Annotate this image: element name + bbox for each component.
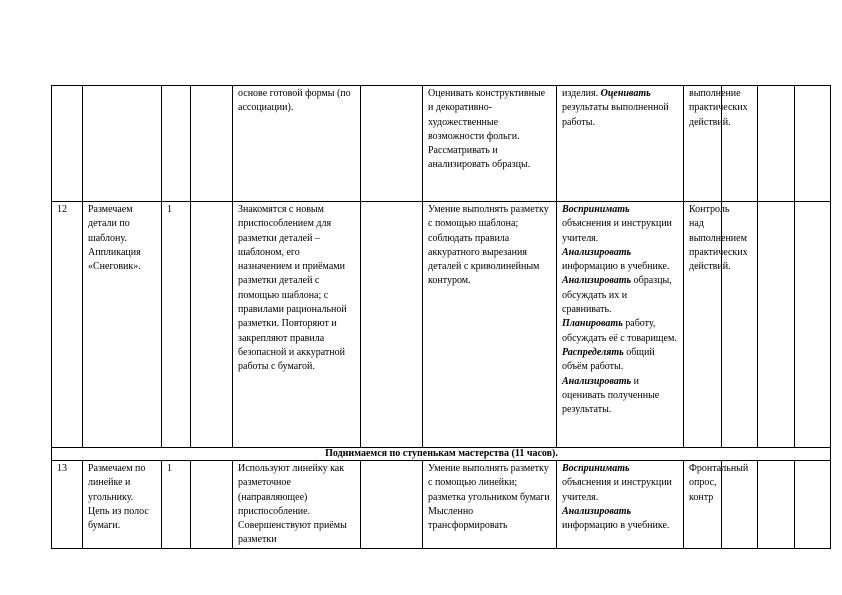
table-row bbox=[52, 86, 831, 202]
uud-line bbox=[562, 246, 679, 275]
cell-empty bbox=[795, 86, 831, 202]
section-row bbox=[52, 448, 831, 461]
cell-skills: Умение выполнять разметку с помощью линейки; разметка угольником бумаги Мысленно трансформировать bbox=[423, 461, 557, 549]
cell-control: Контроль над выполнением практических действий. bbox=[684, 202, 722, 448]
uud-text: объяснения и инструкции учителя. bbox=[562, 477, 672, 503]
uud-text: объяснения и инструкции учителя. bbox=[562, 218, 672, 244]
uud-verb: Анализировать bbox=[562, 246, 632, 258]
uud-text: и оценивать полученные результаты. bbox=[562, 375, 660, 416]
cell-empty bbox=[758, 86, 795, 202]
cell-empty bbox=[361, 461, 423, 549]
uud-line bbox=[562, 375, 679, 418]
cell-num: 13 bbox=[52, 461, 83, 549]
cell-empty bbox=[795, 202, 831, 448]
uud-text: результаты выполненной работы. bbox=[562, 102, 669, 128]
cell-empty bbox=[795, 461, 831, 549]
table-row bbox=[52, 202, 831, 448]
cell-content: основе готовой формы (по ассоциации). bbox=[233, 86, 361, 202]
cell-empty bbox=[758, 202, 795, 448]
cell-skills: Оценивать конструктивные и декоративно-художественные возможности фольги. Рассматривать и анализировать образцы. bbox=[423, 86, 557, 202]
cell-content: Знакомятся с новым приспособлением для разметки деталей – шаблоном, его назначением и приёмами разметки деталей с помощью шаблона; с правилами рациональной разметки. Повторяют и закрепляют правила безопасной и аккуратной работы с бумагой. bbox=[233, 202, 361, 448]
uud-line bbox=[562, 505, 679, 534]
cell-content: Используют линейку как разметочное (направляющее) приспособление. Совершенствуют приёмы разметки bbox=[233, 461, 361, 549]
uud-line bbox=[562, 203, 679, 246]
uud-verb: Воспринимать bbox=[562, 463, 630, 474]
uud-text: работу, обсуждать её с товарищем. bbox=[562, 318, 677, 344]
cell-hours: 1 bbox=[162, 202, 191, 448]
uud-line bbox=[562, 462, 679, 505]
cell-topic: Размечаем по линейке и угольнику. Цепь из полос бумаги. bbox=[83, 461, 162, 549]
cell-num bbox=[52, 86, 83, 202]
cell-uud bbox=[557, 202, 684, 448]
uud-verb: Планировать bbox=[562, 318, 623, 330]
thematic-plan-table bbox=[51, 85, 831, 549]
cell-empty bbox=[191, 86, 233, 202]
uud-text: изделия. bbox=[562, 88, 601, 99]
cell-empty bbox=[361, 86, 423, 202]
cell-empty bbox=[191, 202, 233, 448]
uud-text: общий объём работы. bbox=[562, 346, 655, 373]
cell-topic bbox=[83, 86, 162, 202]
cell-control: Фронтальный опрос, контр bbox=[684, 461, 722, 549]
cell-hours: 1 bbox=[162, 461, 191, 549]
uud-verb: Анализировать bbox=[562, 375, 632, 387]
uud-line bbox=[562, 317, 679, 346]
table-row bbox=[52, 461, 831, 549]
cell-skills: Умение выполнять разметку с помощью шаблона; соблюдать правила аккуратного вырезания деталей с криволинейным контуром. bbox=[423, 202, 557, 448]
cell-topic: Размечаем детали по шаблону. Аппликация «Снеговик». bbox=[83, 202, 162, 448]
uud-verb: Анализировать bbox=[562, 505, 632, 517]
uud-verb: Оценивать bbox=[600, 88, 651, 99]
cell-num: 12 bbox=[52, 202, 83, 448]
cell-control: выполнение практических действий. bbox=[684, 86, 722, 202]
cell-hours bbox=[162, 86, 191, 202]
uud-line bbox=[562, 346, 679, 375]
cell-empty bbox=[361, 202, 423, 448]
uud-verb: Анализировать bbox=[562, 275, 632, 287]
section-heading: Поднимаемся по ступенькам мастерства (11 часов). bbox=[52, 448, 831, 461]
cell-uud bbox=[557, 461, 684, 549]
uud-text: образцы, обсуждать их и сравнивать. bbox=[562, 275, 672, 316]
uud-line bbox=[562, 274, 679, 317]
uud-text: информацию в учебнике. bbox=[562, 520, 670, 532]
cell-uud bbox=[557, 86, 684, 202]
cell-empty bbox=[758, 461, 795, 549]
uud-verb: Распределять bbox=[562, 346, 624, 358]
uud-text: информацию в учебнике. bbox=[562, 261, 670, 273]
uud-verb: Воспринимать bbox=[562, 204, 630, 215]
cell-empty bbox=[191, 461, 233, 549]
